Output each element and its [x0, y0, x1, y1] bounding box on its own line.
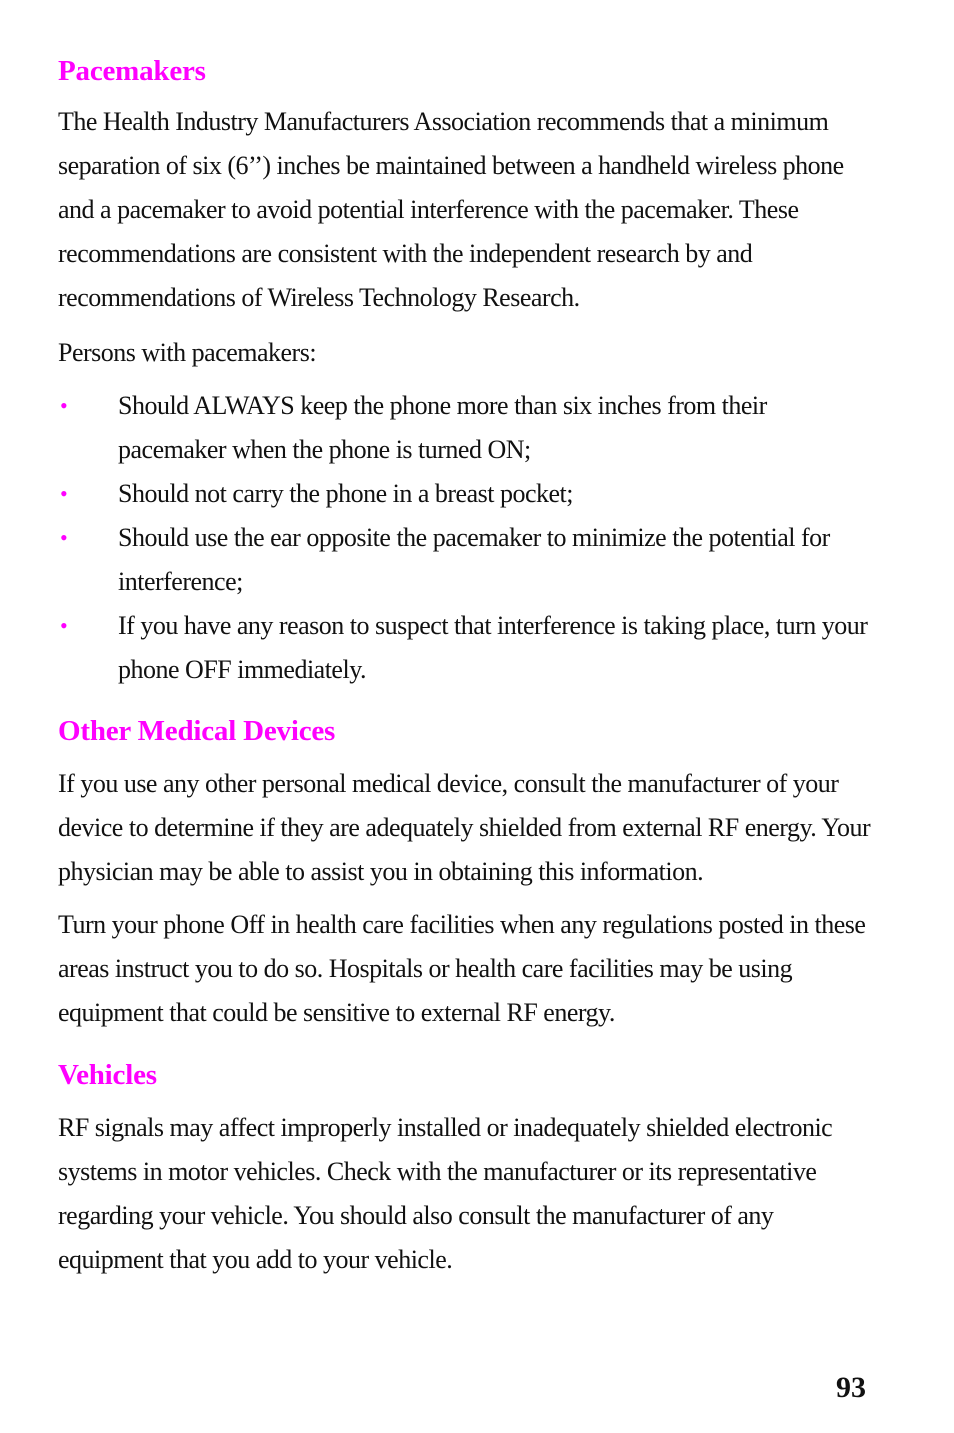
bullet-text: Should not carry the phone in a breast pocket;: [118, 479, 573, 508]
pacemaker-bullet-list: [58, 384, 880, 692]
bullet-item: [58, 516, 880, 604]
pacemakers-paragraph: The Health Industry Manufacturers Association recommends that a minimum separation of six (6’’) inches be maintained between a handheld wireless phone and a pacemaker to avoid potential interference with the pacemaker. These recommendations are consistent with the independent research by and recommendations of Wireless Technology Research.: [58, 107, 844, 312]
section-title-pacemakers: Pacemakers: [58, 55, 206, 87]
bullet-item: [58, 384, 880, 472]
bullet-text: Should use the ear opposite the pacemaker to minimize the potential for interference;: [118, 523, 830, 596]
section-title-other-medical-devices: Other Medical Devices: [58, 715, 336, 747]
bullet-icon: •: [60, 525, 68, 550]
health-care-facilities-paragraph: Turn your phone Off in health care facilities when any regulations posted in these areas instruct you to do so. Hospitals or health care facilities may be using equipment that could be sensitive to external RF energy.: [58, 910, 866, 1027]
bullet-item: [58, 604, 880, 692]
bullet-item: [58, 472, 880, 516]
bullet-text: If you have any reason to suspect that interference is taking place, turn your phone OFF immediately.: [118, 611, 868, 684]
page-number: 93: [836, 1371, 866, 1404]
bullet-icon: •: [60, 613, 68, 638]
pacemakers-intro: Persons with pacemakers:: [58, 338, 317, 367]
vehicles-paragraph: RF signals may affect improperly installed or inadequately shielded electronic systems in motor vehicles. Check with the manufacturer or its representative regarding your vehicle. You should also consult the manufacturer of any equipment that you add to your vehicle.: [58, 1113, 833, 1274]
bullet-icon: •: [60, 393, 68, 418]
section-title-vehicles: Vehicles: [58, 1059, 157, 1091]
bullet-icon: •: [60, 481, 68, 506]
bullet-text: Should ALWAYS keep the phone more than six inches from their pacemaker when the phone is turned ON;: [118, 391, 767, 464]
medical-devices-paragraph: If you use any other personal medical device, consult the manufacturer of your device to determine if they are adequately shielded from external RF energy. Your physician may be able to assist you in obtaining this information.: [58, 769, 871, 886]
